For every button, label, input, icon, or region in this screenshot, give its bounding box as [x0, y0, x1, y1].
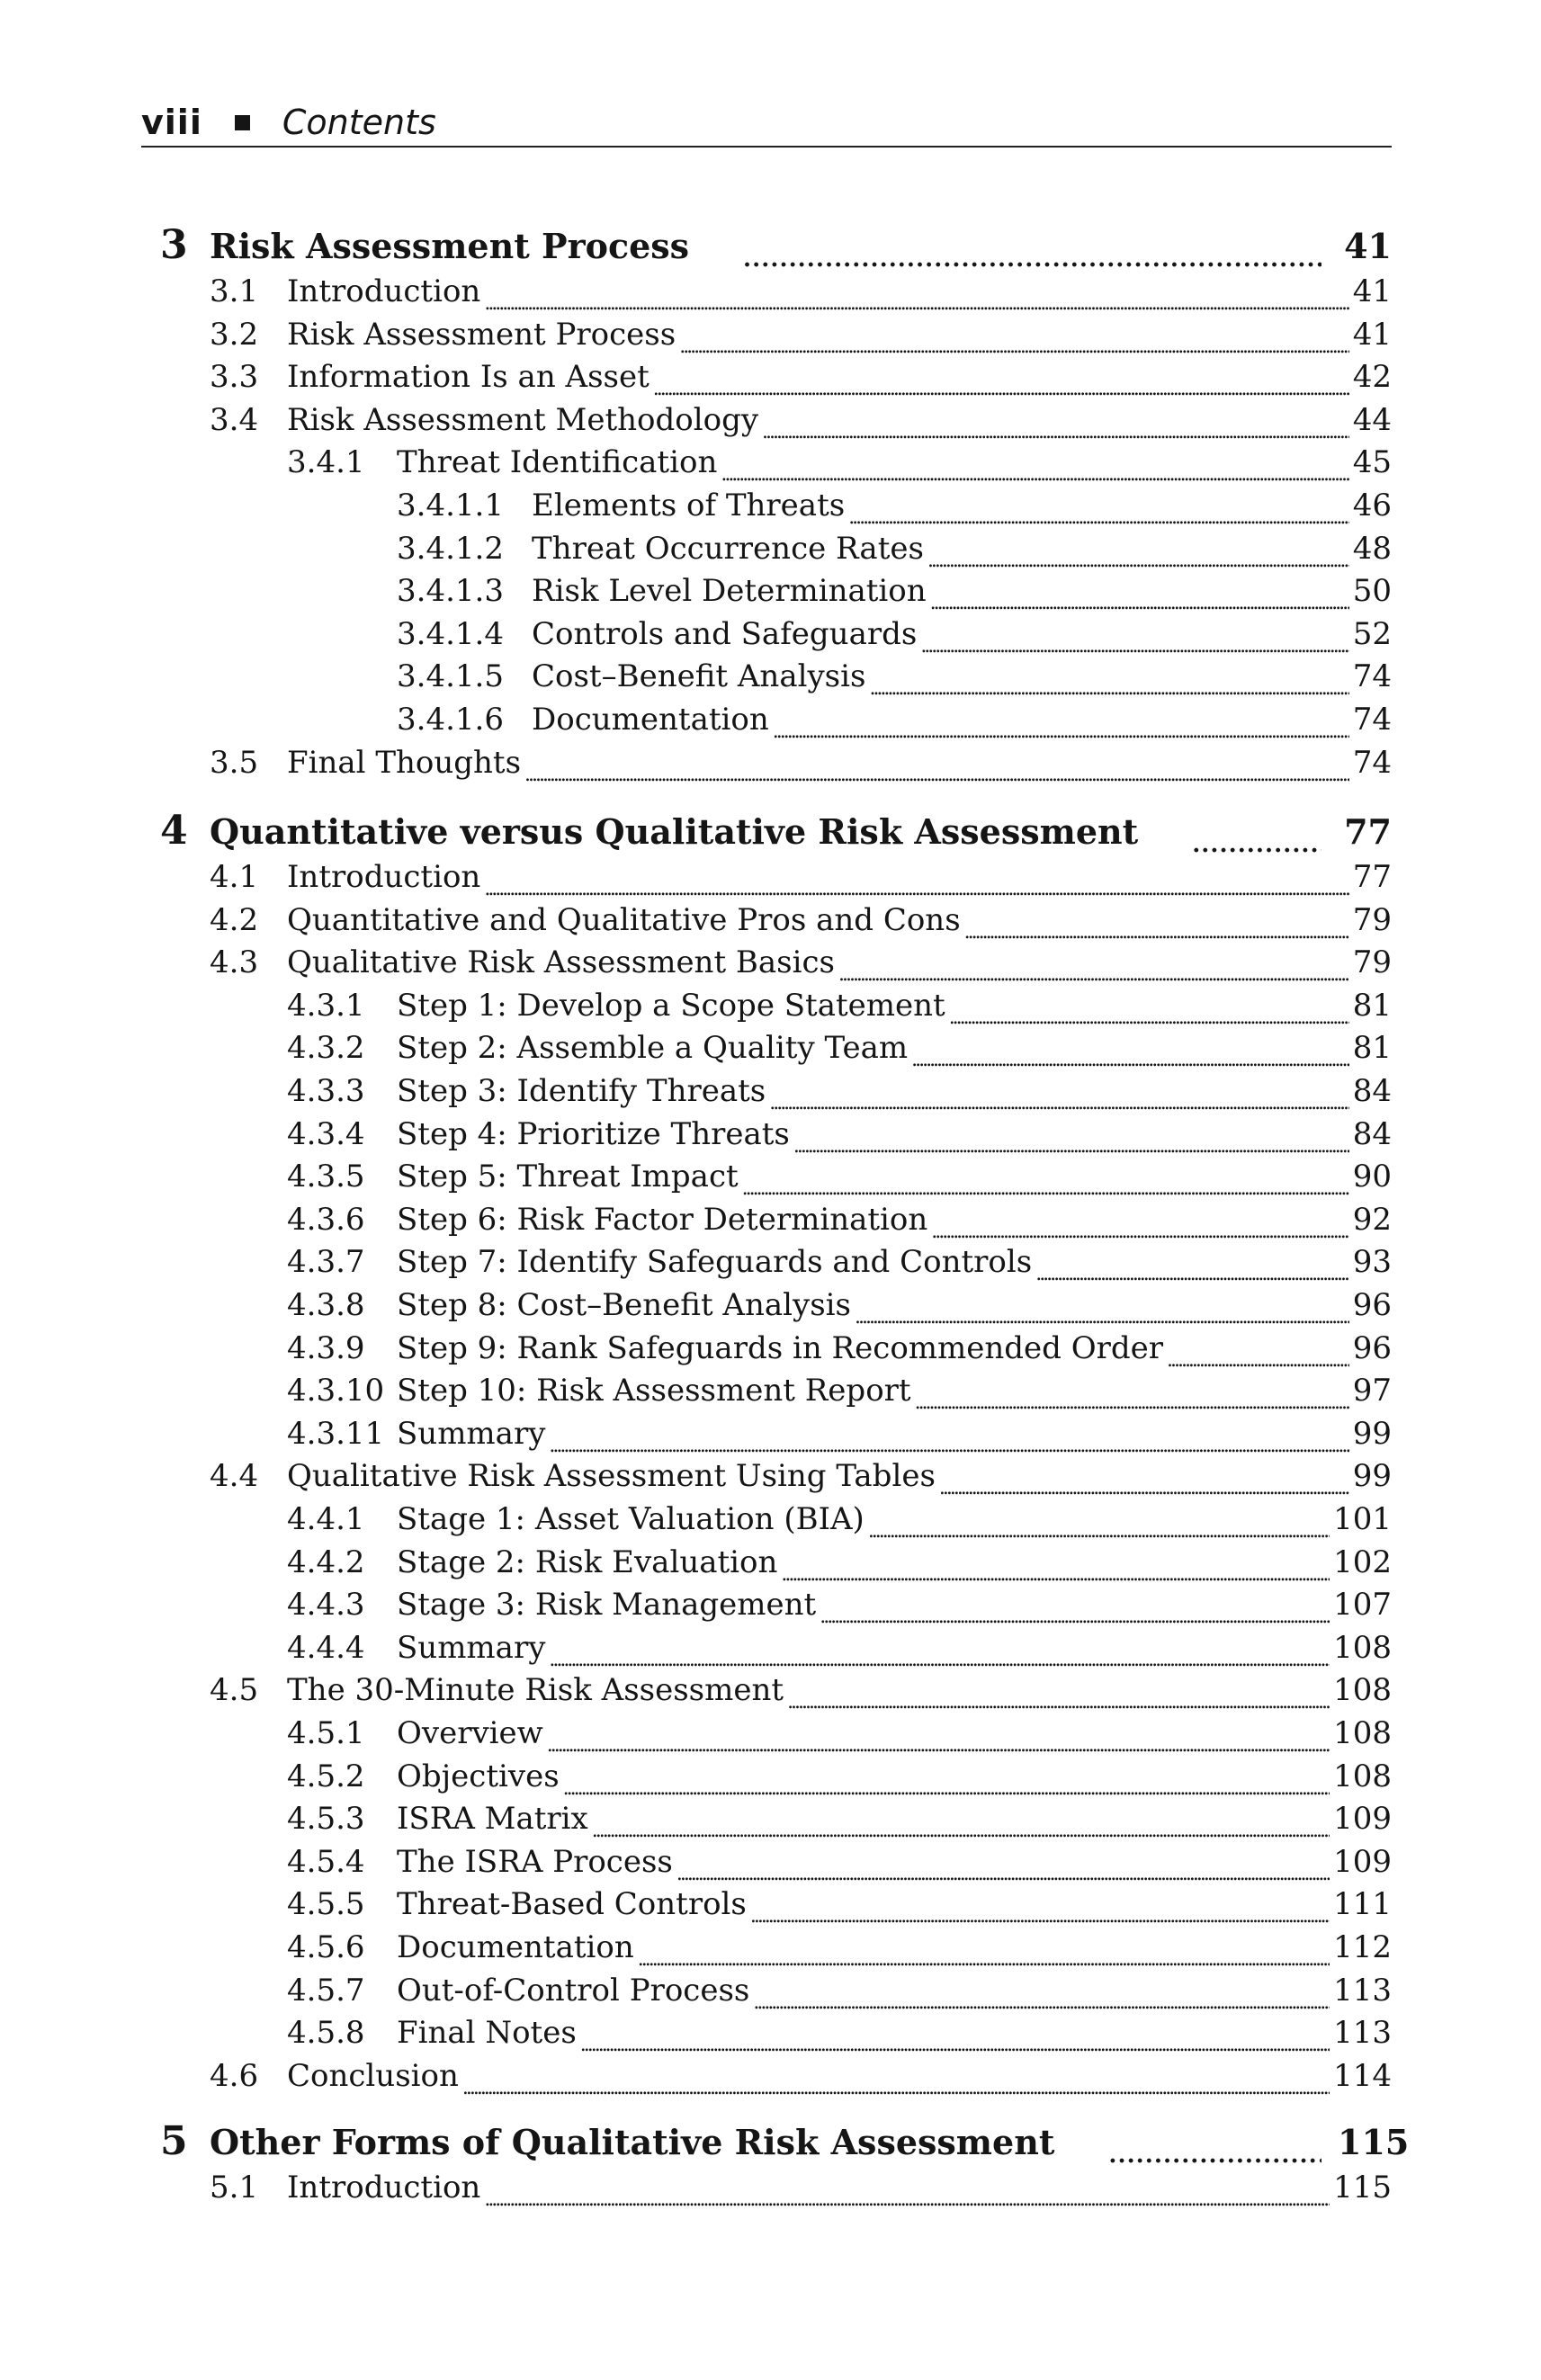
- entry-title: Step 7: Identify Safeguards and Controls: [397, 1244, 1033, 1281]
- entry-title: Introduction: [287, 859, 481, 895]
- entry-number: 3.2: [210, 316, 259, 353]
- entry-number: 4.2: [210, 901, 259, 938]
- entry-title: Documentation: [532, 702, 769, 738]
- entry-number: 3.4.1.4: [397, 615, 504, 652]
- entry-page-number: 114: [1333, 2057, 1392, 2094]
- dot-leader: [1192, 819, 1321, 861]
- entry-title: Out-of-Control Process: [397, 1972, 750, 2009]
- entry-page-number: 108: [1333, 1715, 1392, 1751]
- toc-entry[interactable]: [287, 1584, 1392, 1625]
- entry-title: Qualitative Risk Assessment Basics: [287, 944, 835, 981]
- entry-title: Introduction: [287, 273, 481, 309]
- entry-page-number: 84: [1352, 1073, 1392, 1109]
- entry-number: 3.4.1: [287, 444, 365, 481]
- entry-number: 4.3.7: [287, 1244, 365, 1281]
- toc-entry[interactable]: [287, 1114, 1392, 1155]
- toc-chapter-heading[interactable]: [160, 810, 1392, 853]
- entry-number: 5.1: [210, 2170, 259, 2206]
- entry-title: Risk Assessment Methodology: [287, 401, 759, 438]
- entry-title: Stage 1: Asset Valuation (BIA): [397, 1501, 865, 1537]
- entry-page-number: 50: [1352, 573, 1392, 610]
- toc-entry[interactable]: [210, 2167, 1392, 2208]
- entry-page-number: 77: [1352, 859, 1392, 895]
- toc-entry[interactable]: [210, 742, 1392, 783]
- entry-title: Objectives: [397, 1758, 560, 1794]
- chapter-title: Quantitative versus Qualitative Risk Assessment: [210, 811, 1139, 852]
- entry-page-number: 96: [1352, 1329, 1392, 1366]
- toc-entry[interactable]: [287, 442, 1392, 483]
- entry-page-number: 81: [1352, 1030, 1392, 1067]
- toc-entry[interactable]: [287, 1370, 1392, 1411]
- entry-title: Step 10: Risk Assessment Report: [397, 1373, 911, 1409]
- toc-entry[interactable]: [287, 1970, 1392, 2011]
- entry-page-number: 81: [1352, 987, 1392, 1024]
- entry-title: Risk Level Determination: [532, 573, 927, 610]
- entry-number: 4.3.1: [287, 987, 365, 1024]
- entry-number: 3.1: [210, 273, 259, 309]
- toc-entry[interactable]: [287, 1070, 1392, 1112]
- toc-entry[interactable]: [287, 1284, 1392, 1326]
- entry-number: 4.3.9: [287, 1329, 365, 1366]
- entry-number: 4.3.5: [287, 1159, 365, 1195]
- entry-page-number: 45: [1352, 444, 1392, 481]
- toc-entry[interactable]: [287, 1499, 1392, 1540]
- entry-number: 4.5.5: [287, 1886, 365, 1923]
- entry-title: Cost–Benefit Analysis: [532, 658, 866, 695]
- entry-number: 4.3.8: [287, 1287, 365, 1323]
- entry-page-number: 113: [1333, 1972, 1392, 2009]
- toc-entry[interactable]: [287, 1841, 1392, 1883]
- entry-page-number: 44: [1352, 401, 1392, 438]
- toc-entry[interactable]: [287, 985, 1392, 1026]
- entry-page-number: 99: [1352, 1458, 1392, 1495]
- entry-page-number: 79: [1352, 944, 1392, 981]
- entry-page-number: 101: [1333, 1501, 1392, 1537]
- toc-entry[interactable]: [287, 1156, 1392, 1197]
- entry-title: Step 9: Rank Safeguards in Recommended Order: [397, 1329, 1164, 1366]
- entry-page-number: 109: [1333, 1843, 1392, 1880]
- entry-title: Overview: [397, 1715, 543, 1751]
- entry-page-number: 74: [1352, 744, 1392, 781]
- entry-page-number: 74: [1352, 702, 1392, 738]
- entry-number: 4.6: [210, 2057, 259, 2094]
- entry-page-number: 108: [1333, 1629, 1392, 1666]
- entry-page-number: 46: [1352, 488, 1392, 523]
- entry-title: Documentation: [397, 1929, 634, 1965]
- entry-page-number: 79: [1352, 901, 1392, 938]
- toc-entry[interactable]: [287, 1627, 1392, 1669]
- entry-title: Introduction: [287, 2170, 481, 2206]
- entry-number: 3.4.1.2: [397, 530, 504, 567]
- entry-number: 3.4.1.5: [397, 658, 504, 695]
- entry-title: Step 5: Threat Impact: [397, 1159, 739, 1195]
- entry-title: ISRA Matrix: [397, 1801, 588, 1838]
- entry-number: 4.5.8: [287, 2015, 365, 2052]
- entry-title: Step 3: Identify Threats: [397, 1073, 766, 1109]
- entry-number: 3.4.1.1: [397, 488, 504, 523]
- entry-page-number: 107: [1333, 1587, 1392, 1624]
- entry-number: 3.3: [210, 359, 259, 396]
- toc-entry[interactable]: [287, 1241, 1392, 1283]
- header-page-number: viii: [141, 103, 202, 142]
- entry-number: 4.5.3: [287, 1801, 365, 1838]
- entry-page-number: 90: [1352, 1159, 1392, 1195]
- entry-number: 4.3.2: [287, 1030, 365, 1067]
- entry-number: 4.4.4: [287, 1629, 365, 1666]
- entry-page-number: 52: [1352, 615, 1392, 652]
- entry-number: 4.4: [210, 1458, 259, 1495]
- entry-number: 4.3.6: [287, 1201, 365, 1238]
- toc-entry[interactable]: [287, 1927, 1392, 1968]
- toc-entry[interactable]: [397, 656, 1392, 697]
- square-bullet-icon: [235, 115, 250, 130]
- entry-number: 4.5.1: [287, 1715, 365, 1751]
- entry-page-number: 115: [1333, 2170, 1392, 2206]
- entry-page-number: 109: [1333, 1801, 1392, 1838]
- chapter-title: Risk Assessment Process: [210, 226, 690, 266]
- entry-title: Qualitative Risk Assessment Using Tables: [287, 1458, 936, 1495]
- toc-entry[interactable]: [210, 314, 1392, 355]
- entry-page-number: 41: [1352, 316, 1392, 353]
- entry-number: 4.3.10: [287, 1373, 385, 1409]
- chapter-title: Other Forms of Qualitative Risk Assessment: [210, 2122, 1055, 2162]
- entry-title: Step 4: Prioritize Threats: [397, 1115, 790, 1152]
- chapter-page-number: 41: [1344, 226, 1392, 266]
- entry-title: Threat Identification: [397, 444, 718, 481]
- chapter-page-number: 77: [1344, 811, 1392, 852]
- entry-number: 3.4.1.6: [397, 702, 504, 738]
- dot-leader: [484, 2175, 1330, 2216]
- toc-entry[interactable]: [287, 1413, 1392, 1454]
- dot-leader: [1108, 2130, 1321, 2171]
- toc-entry[interactable]: [287, 1798, 1392, 1839]
- toc-entry[interactable]: [397, 485, 1392, 526]
- entry-page-number: 108: [1333, 1672, 1392, 1709]
- entry-title: Threat-Based Controls: [397, 1886, 747, 1923]
- entry-number: 3.4: [210, 401, 259, 438]
- entry-number: 4.5.4: [287, 1843, 365, 1880]
- entry-title: Final Notes: [397, 2015, 577, 2052]
- entry-number: 4.5.2: [287, 1758, 365, 1794]
- chapter-number: 4: [160, 808, 188, 854]
- toc-entry[interactable]: [210, 1669, 1392, 1711]
- entry-title: Stage 3: Risk Management: [397, 1587, 817, 1624]
- entry-title: Risk Assessment Process: [287, 316, 676, 353]
- toc-entry[interactable]: [397, 570, 1392, 612]
- toc-entry[interactable]: [287, 1542, 1392, 1583]
- entry-title: Summary: [397, 1629, 546, 1666]
- chapter-number: 3: [160, 222, 188, 268]
- entry-page-number: 96: [1352, 1287, 1392, 1323]
- entry-title: Conclusion: [287, 2057, 459, 2094]
- header-section-title: Contents: [282, 103, 436, 142]
- toc-entry[interactable]: [210, 2055, 1392, 2097]
- toc-chapter-heading[interactable]: [160, 222, 1392, 268]
- entry-page-number: 111: [1333, 1886, 1392, 1923]
- toc-entry[interactable]: [210, 899, 1392, 941]
- toc-entry[interactable]: [397, 699, 1392, 740]
- toc-entry[interactable]: [287, 2012, 1392, 2053]
- toc-entry[interactable]: [210, 271, 1392, 312]
- entry-title: Threat Occurrence Rates: [532, 530, 924, 567]
- entry-page-number: 97: [1352, 1373, 1392, 1409]
- toc-entry[interactable]: [287, 1883, 1392, 1925]
- entry-number: 4.4.2: [287, 1543, 365, 1580]
- entry-title: Information Is an Asset: [287, 359, 650, 396]
- entry-page-number: 99: [1352, 1415, 1392, 1452]
- entry-number: 3.5: [210, 744, 259, 781]
- entry-number: 4.5.7: [287, 1972, 365, 2009]
- entry-number: 4.4.3: [287, 1587, 365, 1624]
- entry-page-number: 48: [1352, 530, 1392, 567]
- toc-entry[interactable]: [287, 1328, 1392, 1369]
- entry-title: Elements of Threats: [532, 488, 846, 523]
- toc-entry[interactable]: [397, 613, 1392, 655]
- entry-title: Stage 2: Risk Evaluation: [397, 1543, 778, 1580]
- entry-title: The 30-Minute Risk Assessment: [287, 1672, 784, 1709]
- entry-title: Summary: [397, 1415, 546, 1452]
- dot-leader: [462, 2063, 1330, 2105]
- entry-number: 4.3.11: [287, 1415, 385, 1452]
- toc-entry[interactable]: [210, 399, 1392, 441]
- entry-title: Quantitative and Qualitative Pros and Cons: [287, 901, 961, 938]
- entry-page-number: 42: [1352, 359, 1392, 396]
- entry-title: The ISRA Process: [397, 1843, 673, 1880]
- entry-page-number: 41: [1352, 273, 1392, 309]
- running-header: [141, 97, 1392, 148]
- toc-entry[interactable]: [287, 1027, 1392, 1069]
- entry-page-number: 92: [1352, 1201, 1392, 1238]
- entry-title: Step 6: Risk Factor Determination: [397, 1201, 928, 1238]
- toc-entry[interactable]: [210, 356, 1392, 398]
- entry-number: 4.1: [210, 859, 259, 895]
- entry-page-number: 93: [1352, 1244, 1392, 1281]
- toc-entry[interactable]: [397, 528, 1392, 569]
- entry-number: 4.5.6: [287, 1929, 365, 1965]
- dot-leader: [743, 234, 1321, 275]
- entry-number: 4.5: [210, 1672, 259, 1709]
- entry-page-number: 74: [1352, 658, 1392, 695]
- header-rule: [141, 146, 1392, 148]
- entry-page-number: 102: [1333, 1543, 1392, 1580]
- entry-title: Step 2: Assemble a Quality Team: [397, 1030, 909, 1067]
- entry-number: 4.3: [210, 944, 259, 981]
- entry-page-number: 84: [1352, 1115, 1392, 1152]
- toc-entry[interactable]: [287, 1199, 1392, 1240]
- entry-number: 3.4.1.3: [397, 573, 504, 610]
- entry-title: Controls and Safeguards: [532, 615, 918, 652]
- toc-entry[interactable]: [210, 1455, 1392, 1497]
- entry-number: 4.3.4: [287, 1115, 365, 1152]
- entry-title: Step 1: Develop a Scope Statement: [397, 987, 945, 1024]
- entry-number: 4.4.1: [287, 1501, 365, 1537]
- entry-number: 4.3.3: [287, 1073, 365, 1109]
- chapter-page-number: 115: [1338, 2122, 1410, 2162]
- toc-entry[interactable]: [210, 856, 1392, 898]
- toc-chapter-heading[interactable]: [160, 2118, 1410, 2164]
- entry-page-number: 108: [1333, 1758, 1392, 1794]
- dot-leader: [524, 750, 1349, 792]
- entry-title: Step 8: Cost–Benefit Analysis: [397, 1287, 851, 1323]
- entry-page-number: 112: [1333, 1929, 1392, 1965]
- toc-entry[interactable]: [210, 942, 1392, 983]
- toc-entry[interactable]: [287, 1713, 1392, 1754]
- entry-title: Final Thoughts: [287, 744, 522, 781]
- toc-entry[interactable]: [287, 1756, 1392, 1797]
- entry-page-number: 113: [1333, 2015, 1392, 2052]
- chapter-number: 5: [160, 2118, 188, 2164]
